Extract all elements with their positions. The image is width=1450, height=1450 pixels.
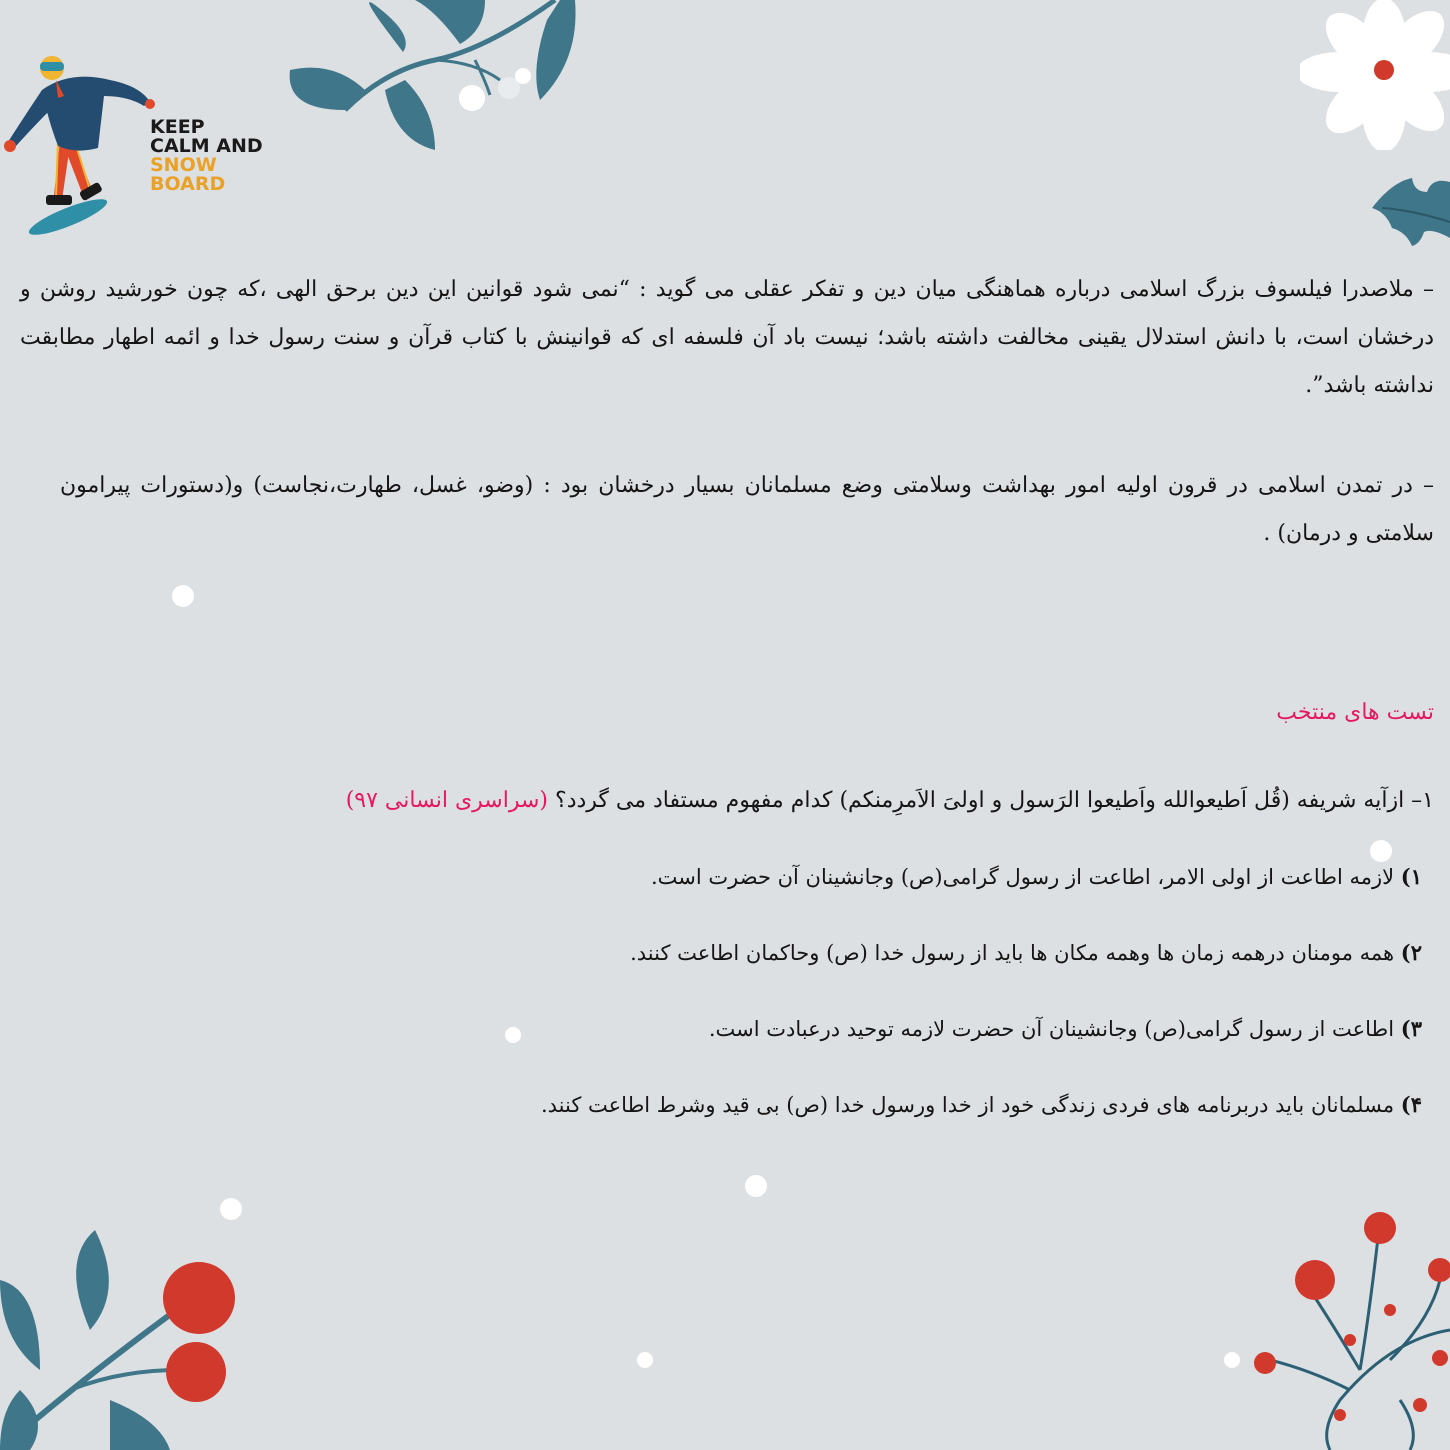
paragraph-mulla-sadra: – ملاصدرا فیلسوف بزرگ اسلامی درباره هماهنگی میان دین و تفکر عقلی می گوید : “نمی شود قوانین این دین برحق الهی ،که چون خورشید روشن و درخشان است، با دانش استدلال یقینی مخالفت داشته باشد؛ نیست باد آن فلسفه ای که قوانینش با کتاب قرآن و سنت رسول خدا و ائمه اطهار مطابقت نداشته باشد”. <box>20 277 1434 398</box>
snow-dot <box>745 1175 767 1197</box>
question-text: ۱– ازآیه شریفه (قُل اَطیعوالله واَطیعوا الرَسول و اولیَ الاَمرِمنکم) کدام مفهوم مستفاد می گردد؟ <box>555 788 1434 813</box>
holly-leaf-icon <box>1372 172 1450 246</box>
berry-branch-icon <box>1240 1200 1450 1450</box>
question-source: (سراسری انسانی ۹۷) <box>345 788 549 813</box>
option-number: ۲) <box>1400 940 1422 965</box>
snow-dot <box>172 585 194 607</box>
option-1 <box>651 864 1422 889</box>
option-number: ۳) <box>1400 1016 1422 1041</box>
snow-dot <box>220 1198 242 1220</box>
option-3 <box>709 1016 1422 1041</box>
option-number: ۱) <box>1400 864 1422 889</box>
option-text: مسلمانان باید دربرنامه های فردی زندگی خود از خدا ورسول خدا (ص) بی قید وشرط اطاعت کنند. <box>540 1093 1395 1117</box>
logo-line-snow: SNOW <box>150 154 217 176</box>
snow-dot <box>505 1027 521 1043</box>
snowboarder-illustration <box>0 50 160 240</box>
option-text: لازمه اطاعت از اولی الامر، اطاعت از رسول گرامی(ص) وجانشینان آن حضرت است. <box>651 865 1395 889</box>
snow-dot <box>637 1352 653 1368</box>
paragraph-islamic-civilization: – در تمدن اسلامی در قرون اولیه امور بهداشت وسلامتی وضع مسلمانان بسیار درخشان بود : (وضو، غسل، طهارت،نجاست) و(دستورات پیرامون سلامتی و درمان) . <box>60 473 1434 546</box>
leaf-branch-icon <box>285 0 585 160</box>
logo-line-keep: KEEP <box>150 116 205 138</box>
snow-dot <box>1224 1352 1240 1368</box>
flower-icon <box>1300 0 1450 150</box>
section-title: تست های منتخب <box>1276 700 1434 725</box>
logo-line-calm: CALM AND <box>150 135 263 157</box>
question-1 <box>346 788 1434 813</box>
option-4 <box>541 1092 1422 1117</box>
berry-branch-icon <box>0 1220 250 1450</box>
logo-text <box>150 118 263 194</box>
option-2 <box>630 940 1422 965</box>
snow-dot <box>1370 840 1392 862</box>
logo-line-board: BOARD <box>150 173 226 195</box>
option-number: ۴) <box>1400 1092 1422 1117</box>
option-text: اطاعت از رسول گرامی(ص) وجانشینان آن حضرت لازمه توحید درعبادت است. <box>708 1017 1395 1041</box>
option-text: همه مومنان درهمه زمان ها وهمه مکان ها باید از رسول خدا (ص) وحاکمان اطاعت کنند. <box>630 941 1395 965</box>
